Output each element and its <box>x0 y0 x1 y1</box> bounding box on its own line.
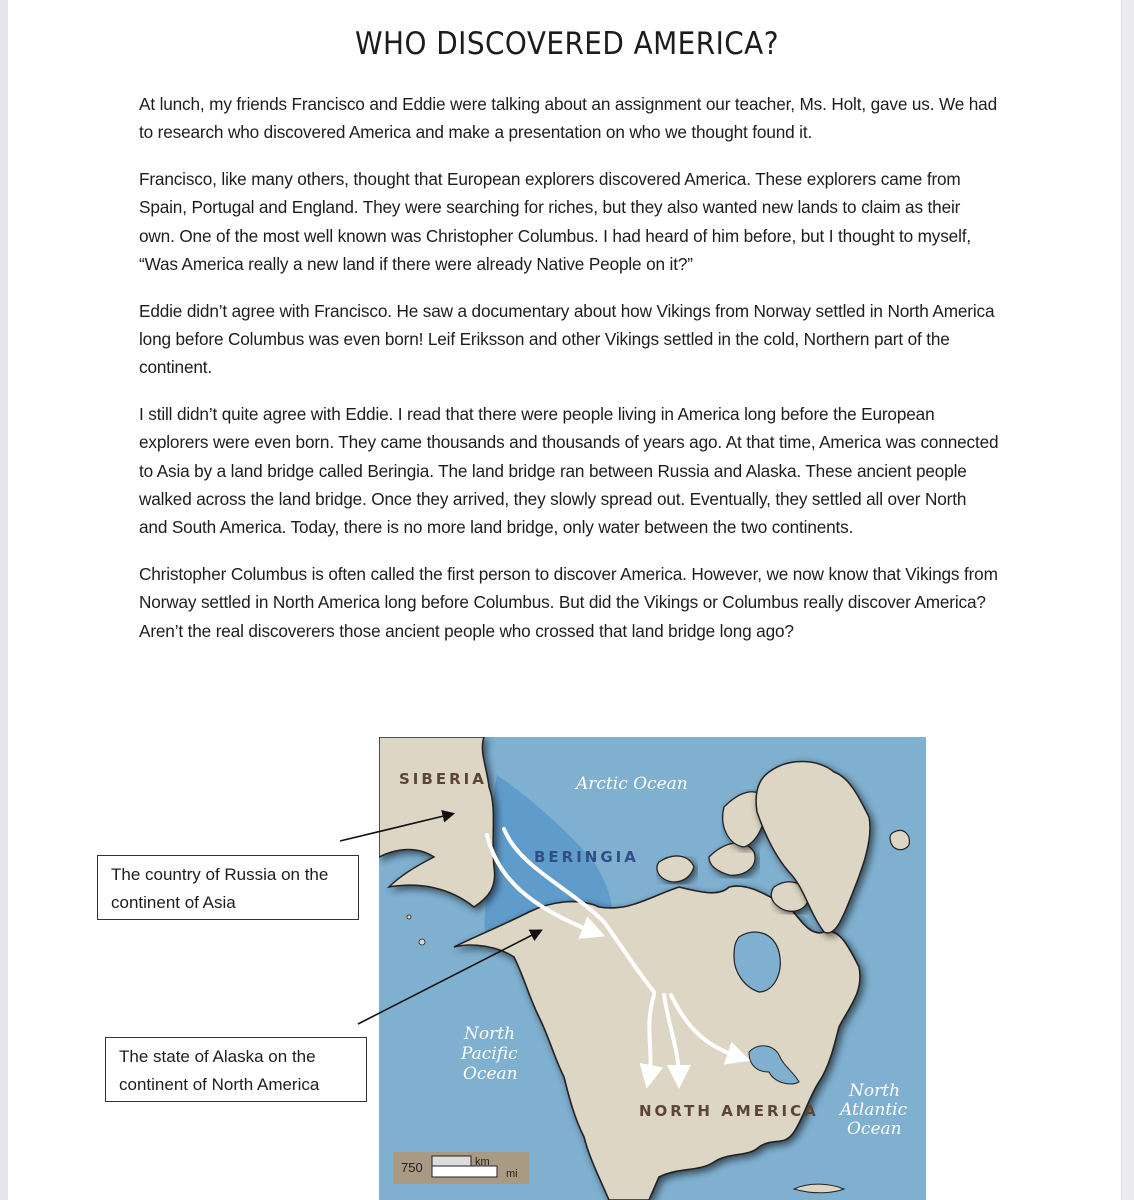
label-siberia: SIBERIA <box>399 770 487 788</box>
callout-russia: The country of Russia on the continent of Asia <box>97 855 359 920</box>
scale-unit-mi: mi <box>506 1168 518 1180</box>
land-iceland <box>890 830 909 849</box>
label-north-america: NORTH AMERICA <box>639 1102 819 1120</box>
hawaii-island <box>419 939 425 945</box>
map-graphic <box>379 737 926 1200</box>
page-scrollbar[interactable] <box>1121 0 1134 1200</box>
label-arctic-ocean: Arctic Ocean <box>576 774 688 794</box>
article-body <box>139 90 999 664</box>
scale-unit-km: km <box>475 1156 490 1168</box>
callout-alaska: The state of Alaska on the continent of North America <box>105 1037 367 1102</box>
beringia-map <box>379 737 926 1200</box>
paragraph-eddie: Eddie didn’t agree with Francisco. He saw a documentary about how Vikings from Norway settled in North America long before Columbus was even born! Leif Eriksson and other Vikings settled in the cold, Northern part of the continent. <box>139 300 995 378</box>
land-siberia <box>379 737 495 907</box>
paragraph-conclusion: Christopher Columbus is often called the first person to discover America. However, we now know that Vikings from Norway settled in North America long before Columbus. But did the Vikings or Columbus really discover America? Aren’t the real discoverers those ancient people who crossed that land bridge long ago? <box>139 564 998 641</box>
map-scale <box>393 1152 529 1184</box>
label-north-pacific: North Pacific Ocean <box>461 1024 518 1084</box>
hawaii-island <box>407 915 411 919</box>
label-beringia: BERINGIA <box>534 848 639 866</box>
scale-bar-km <box>432 1156 471 1166</box>
scale-value: 750 <box>401 1160 423 1175</box>
paragraph-assignment: At lunch, my friends Francisco and Eddie were talking about an assignment our teacher, Ms. Holt, gave us. We had to research who discovered America and make a presentation on who we thought found it. <box>139 94 997 143</box>
page-title: WHO DISCOVERED AMERICA? <box>355 26 779 62</box>
page-edge-left <box>0 0 8 1200</box>
paragraph-francisco: Francisco, like many others, thought that European explorers discovered America. These explorers came from Spain, Portugal and England. They were searching for riches, but they also wanted new lands to claim as their own. One of the most well known was Christopher Columbus. I had heard of him before, but I thought to myself, “Was America really a new land if there were already Native People on it?” <box>139 169 971 274</box>
label-north-atlantic: North Atlantic Ocean <box>840 1081 908 1139</box>
paragraph-beringia: I still didn’t quite agree with Eddie. I read that there were people living in America long before the European explorers were even born. They came thousands and thousands of years ago. At that time, America was connected to Asia by a land bridge called Beringia. The land bridge ran between Russia and Alaska. These ancient people walked across the land bridge. Once they arrived, they slowly spread out. Eventually, they settled all over North and South America. Today, there is no more land bridge, only water between the two continents. <box>139 404 999 538</box>
